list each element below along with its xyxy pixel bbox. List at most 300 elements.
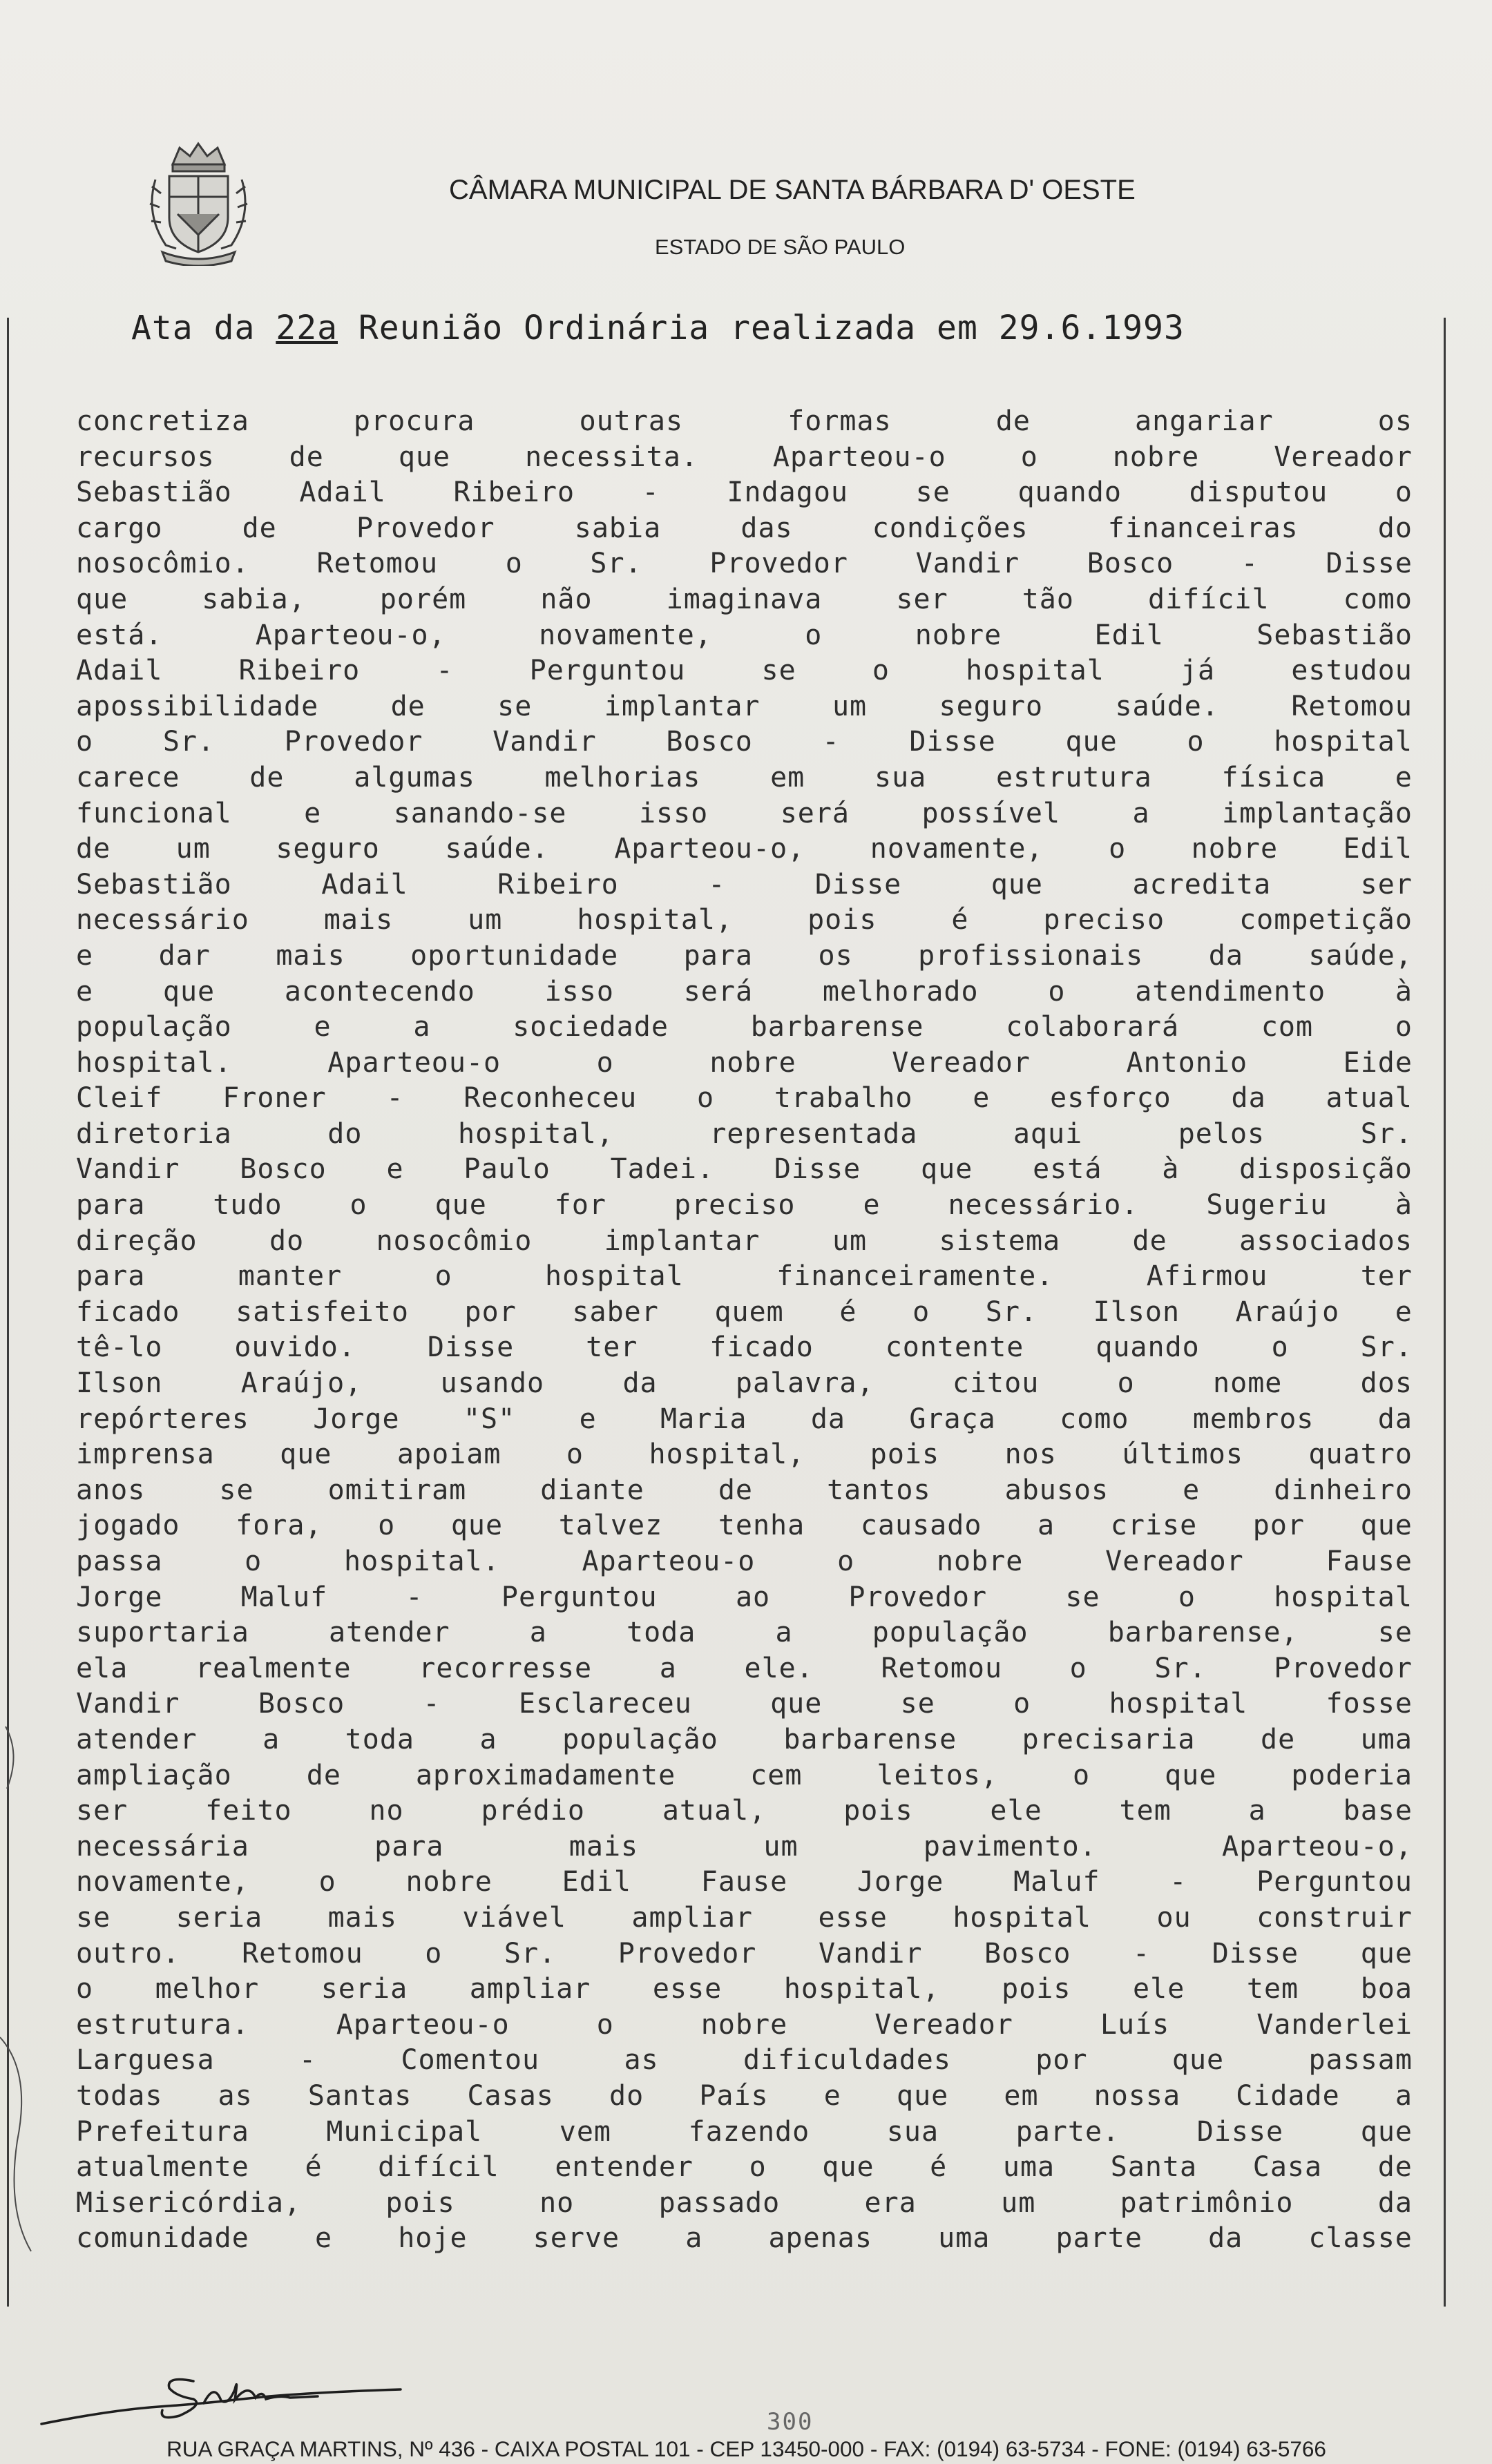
word: de — [1261, 1723, 1296, 1755]
word: à — [1395, 975, 1413, 1008]
word: Sr. — [985, 1296, 1038, 1328]
word: Fause — [700, 1866, 788, 1898]
text-line — [76, 867, 1413, 903]
word: que — [1360, 1510, 1413, 1542]
word: funcional — [76, 797, 232, 829]
word: população — [562, 1723, 718, 1755]
word: Misericórdia, — [76, 2186, 302, 2219]
word: Bosco — [1087, 548, 1174, 580]
word: o — [749, 2151, 767, 2184]
word: da — [1208, 939, 1243, 972]
text-line — [76, 2221, 1413, 2257]
word: o — [1109, 833, 1127, 865]
word: Sugeriu — [1206, 1189, 1328, 1222]
word: da — [810, 1403, 845, 1435]
word: Edil — [1343, 833, 1413, 865]
text-line — [76, 903, 1413, 939]
word: quando — [1017, 477, 1122, 509]
text-line — [76, 511, 1413, 547]
word: nobre — [1112, 441, 1200, 473]
word: repórteres — [76, 1403, 249, 1435]
word: Vandir — [492, 726, 597, 758]
word: dar — [158, 939, 211, 972]
word: fora, — [236, 1510, 323, 1542]
word: tê-lo — [76, 1331, 163, 1364]
word: Vereador — [1274, 441, 1413, 473]
word: quando — [1096, 1331, 1200, 1364]
word: anos — [76, 1474, 146, 1506]
word: o — [805, 619, 823, 651]
word: seria — [175, 1901, 263, 1934]
word: Luís — [1100, 2008, 1170, 2041]
word: Sr. — [1360, 1117, 1413, 1150]
word: e — [1395, 1296, 1413, 1328]
word: se — [219, 1474, 254, 1506]
word: hospital — [953, 1901, 1091, 1934]
word: se — [497, 690, 533, 722]
word: classe — [1308, 2222, 1413, 2255]
word: hospital, — [783, 1973, 940, 2005]
state-name: ESTADO DE SÃO PAULO — [655, 235, 906, 259]
word: ser — [1360, 868, 1413, 901]
word: apossibilidade — [76, 690, 319, 722]
word: pois — [1002, 1973, 1071, 2005]
text-line — [76, 1188, 1413, 1224]
text-line — [76, 475, 1413, 511]
word: Ribeiro — [497, 868, 619, 901]
text-line — [76, 1651, 1413, 1687]
word: Cleif — [76, 1082, 163, 1115]
word: Fause — [1326, 1546, 1413, 1577]
word: e — [579, 1403, 597, 1435]
word: acredita — [1132, 868, 1272, 901]
institution-name: CÂMARA MUNICIPAL DE SANTA BÁRBARA D' OESTE — [449, 175, 1136, 205]
word: Bosco — [258, 1688, 345, 1720]
word: dos — [1360, 1367, 1413, 1400]
word: de — [289, 441, 324, 473]
word: sociedade — [513, 1011, 669, 1043]
word: será — [780, 797, 850, 829]
word: manter — [238, 1260, 343, 1293]
word: esforço — [1050, 1082, 1171, 1115]
word: - — [642, 477, 660, 509]
word: de — [1377, 2151, 1413, 2184]
word: todas — [76, 2079, 163, 2112]
word: Aparteou-o — [336, 2008, 510, 2041]
word: Jorge — [313, 1403, 400, 1435]
word: ao — [735, 1581, 771, 1613]
word: o — [837, 1546, 855, 1577]
word: o — [425, 1937, 443, 1970]
word: ser — [896, 583, 948, 615]
word: que — [822, 2151, 874, 2184]
word: saúde. — [445, 833, 549, 865]
word: aproximadamente — [415, 1759, 676, 1791]
word: Provedor — [284, 726, 423, 758]
word: contente — [885, 1331, 1024, 1364]
word: Provedor — [1274, 1652, 1413, 1684]
word: estrutura. — [76, 2008, 249, 2041]
word: nobre — [915, 619, 1002, 651]
word: barbarense, — [1107, 1617, 1299, 1649]
text-line — [76, 1900, 1413, 1936]
word: construir — [1256, 1901, 1413, 1934]
word: preciso — [673, 1189, 796, 1222]
word: o — [434, 1260, 452, 1293]
word: que — [450, 1510, 504, 1542]
word: que — [280, 1438, 332, 1471]
text-line — [76, 1437, 1413, 1473]
word: crise — [1110, 1510, 1198, 1542]
word: saúde. — [1115, 690, 1219, 722]
text-line — [76, 1152, 1413, 1188]
text-line — [76, 2079, 1413, 2115]
word: Esclareceu — [518, 1688, 692, 1720]
word: preciso — [1043, 904, 1165, 936]
word: Eide — [1343, 1046, 1413, 1079]
word: Vandir — [818, 1937, 923, 1970]
word: Maluf — [240, 1581, 328, 1613]
word: o — [350, 1189, 367, 1222]
word: - — [299, 2044, 317, 2077]
word: ficado — [709, 1331, 814, 1364]
word: últimos — [1122, 1438, 1243, 1471]
word: jogado — [76, 1510, 180, 1542]
word: imprensa — [76, 1438, 215, 1471]
word: do — [269, 1224, 305, 1257]
word: associados — [1239, 1224, 1413, 1257]
word: Vandir — [76, 1153, 180, 1186]
word: nossa — [1093, 2079, 1181, 2112]
word: e — [304, 797, 322, 829]
word: tudo — [213, 1189, 283, 1222]
word: trabalho — [774, 1082, 913, 1115]
word: Vandir — [76, 1688, 180, 1720]
word: formas — [787, 405, 892, 437]
word: talvez — [558, 1510, 663, 1542]
text-line — [76, 546, 1413, 582]
text-line — [76, 582, 1413, 618]
word: Indagou — [727, 477, 848, 509]
word: a — [479, 1723, 497, 1755]
word: ele — [990, 1795, 1042, 1827]
word: já — [1180, 655, 1216, 687]
word: que — [434, 1189, 487, 1222]
word: oportunidade — [410, 939, 619, 972]
word: os — [818, 939, 853, 972]
text-line — [76, 1508, 1413, 1544]
word: carece — [76, 761, 180, 793]
word: Provedor — [618, 1937, 757, 1970]
word: ele. — [744, 1652, 814, 1684]
word: poderia — [1291, 1759, 1413, 1791]
word: Sr. — [590, 548, 642, 580]
word: em — [770, 761, 805, 793]
word: fosse — [1326, 1688, 1413, 1720]
word: o — [1048, 975, 1066, 1008]
word: o — [76, 1973, 94, 2005]
word: nobre — [709, 1046, 796, 1079]
word: comunidade — [76, 2222, 249, 2255]
word: Provedor — [356, 512, 495, 544]
word: e — [76, 975, 94, 1008]
text-line — [76, 1758, 1413, 1794]
word: população — [872, 1617, 1029, 1649]
word: dificuldades — [743, 2044, 951, 2077]
word: hospital — [1274, 726, 1413, 758]
text-line — [76, 2186, 1413, 2222]
word: o — [872, 655, 890, 687]
text-line — [76, 939, 1413, 974]
word: a — [775, 1617, 793, 1649]
word: feito — [205, 1795, 292, 1827]
word: o — [566, 1438, 584, 1471]
word: outro. — [76, 1937, 180, 1970]
word: tão — [1022, 583, 1074, 615]
word: aqui — [1013, 1117, 1083, 1150]
word: mais — [323, 904, 394, 936]
word: ouvido. — [234, 1331, 356, 1364]
text-line — [76, 2150, 1413, 2186]
word: Sr. — [504, 1937, 557, 1970]
word: Perguntou — [1256, 1866, 1413, 1898]
word: será — [683, 975, 754, 1008]
word: melhorado — [822, 975, 979, 1008]
word: as — [218, 2079, 253, 2112]
word: sabia, — [202, 583, 306, 615]
word: e — [863, 1189, 881, 1222]
text-line — [76, 1366, 1413, 1402]
word: cargo — [76, 512, 163, 544]
word: e — [1183, 1474, 1201, 1506]
word: País — [699, 2079, 769, 2112]
word: um — [832, 1224, 868, 1257]
text-line — [76, 760, 1413, 796]
word: ampliação — [76, 1759, 232, 1791]
word: Bosco — [666, 726, 753, 758]
word: abusos — [1004, 1474, 1109, 1506]
text-line — [76, 974, 1413, 1010]
word: Santa — [1110, 2151, 1198, 2184]
word: melhorias — [544, 761, 701, 793]
word: a — [262, 1723, 280, 1755]
word: os — [1377, 405, 1413, 437]
text-line — [76, 404, 1413, 440]
word: atender — [329, 1617, 450, 1649]
word: recursos — [76, 441, 215, 473]
word: hospital, — [577, 904, 734, 936]
word: - — [1133, 1937, 1151, 1970]
word: física — [1221, 761, 1326, 793]
word: do — [609, 2079, 644, 2112]
word: que — [162, 975, 216, 1008]
word: Araújo, — [240, 1367, 363, 1400]
word: era — [864, 2186, 917, 2219]
word: Vereador — [1105, 1546, 1244, 1577]
word: tantos — [827, 1474, 931, 1506]
word: Casa — [1252, 2151, 1323, 2184]
text-line — [76, 1972, 1413, 2008]
word: Aparteou-o, — [1222, 1830, 1413, 1863]
word: algumas — [354, 761, 475, 793]
word: procura — [353, 405, 475, 437]
word: Antonio — [1126, 1046, 1248, 1079]
word: atual, — [662, 1795, 767, 1827]
word: se — [1065, 1581, 1100, 1613]
word: implantação — [1222, 797, 1413, 829]
word: o — [1187, 726, 1205, 758]
word: que — [1360, 1937, 1413, 1970]
word: a — [1132, 797, 1150, 829]
word: Adail — [299, 477, 386, 509]
word: suportaria — [76, 1617, 249, 1649]
word: hospital, — [649, 1438, 805, 1471]
word: pois — [385, 2186, 455, 2219]
word: Bosco — [240, 1153, 327, 1186]
word: Provedor — [848, 1581, 988, 1613]
word: Cidade — [1236, 2079, 1340, 2112]
text-line — [76, 689, 1413, 725]
word: leitos, — [877, 1759, 998, 1791]
text-line — [76, 1686, 1413, 1722]
word: prédio — [481, 1795, 585, 1827]
footer-address: RUA GRAÇA MARTINS, Nº 436 - CAIXA POSTAL 101 - CEP 13450-000 - FAX: (0194) 63-5734 - FONE: (0194) 63-5766 — [166, 2436, 1326, 2461]
word: não — [540, 583, 593, 615]
word: que — [770, 1688, 823, 1720]
word: Aparteou-o, — [614, 833, 805, 865]
word: da — [1377, 2186, 1413, 2219]
word: Adail — [321, 868, 408, 901]
word: Disse — [774, 1153, 861, 1186]
word: passa — [76, 1546, 163, 1577]
word: - — [708, 868, 726, 901]
word: de — [718, 1474, 754, 1506]
word: passam — [1308, 2044, 1413, 2077]
word: condições — [872, 512, 1029, 544]
word: para — [76, 1260, 146, 1293]
word: o — [1013, 1688, 1031, 1720]
word: nome — [1213, 1367, 1283, 1400]
word: disputou — [1189, 477, 1328, 509]
title-prefix: Ata da — [131, 309, 276, 347]
word: seguro — [276, 833, 380, 865]
text-line — [76, 1330, 1413, 1366]
word: a — [413, 1011, 431, 1043]
word: Disse — [427, 1331, 515, 1364]
word: serve — [533, 2222, 620, 2255]
word: Retomou — [242, 1937, 363, 1970]
word: à — [1395, 1189, 1413, 1222]
word: Paulo — [463, 1153, 551, 1186]
text-line — [76, 1829, 1413, 1865]
word: o — [1271, 1331, 1289, 1364]
word: mais — [568, 1830, 639, 1863]
word: Vanderlei — [1256, 2008, 1413, 2041]
word: é — [305, 2151, 323, 2184]
word: parte — [1055, 2222, 1142, 2255]
word: com — [1261, 1011, 1314, 1043]
word: Sr. — [162, 726, 216, 758]
word: competição — [1239, 904, 1413, 936]
word: de — [390, 690, 425, 722]
minutes-body-text — [76, 404, 1413, 2257]
word: Prefeitura — [76, 2115, 249, 2148]
word: no — [539, 2186, 575, 2219]
margin-scribble-icon — [0, 1726, 41, 2348]
word: se — [76, 1901, 111, 1934]
text-line — [76, 1936, 1413, 1972]
word: angariar — [1135, 405, 1274, 437]
word: da — [1208, 2222, 1243, 2255]
word: se — [1377, 1617, 1413, 1649]
word: - — [822, 726, 840, 758]
word: para — [374, 1830, 444, 1863]
word: Sebastião — [76, 868, 232, 901]
word: fazendo — [688, 2115, 810, 2148]
word: saúde, — [1308, 939, 1413, 972]
word: passado — [658, 2186, 781, 2219]
word: sistema — [939, 1224, 1061, 1257]
text-line — [76, 618, 1413, 654]
text-line — [76, 1259, 1413, 1295]
word: estudou — [1291, 655, 1413, 687]
word: ficado — [76, 1296, 180, 1328]
word: patrimônio — [1120, 2186, 1294, 2219]
text-line — [76, 653, 1413, 689]
word: para — [76, 1189, 146, 1222]
word: Disse — [1212, 1937, 1299, 1970]
word: é — [839, 1296, 857, 1328]
word: necessário — [76, 904, 249, 936]
word: o — [1395, 477, 1413, 509]
word: Edil — [562, 1866, 631, 1898]
word: Disse — [1196, 2115, 1284, 2148]
word: - — [423, 1688, 441, 1720]
word: Sr. — [1360, 1331, 1413, 1364]
word: barbarense — [783, 1723, 957, 1755]
word: ampliar — [631, 1901, 753, 1934]
text-line — [76, 1865, 1413, 1900]
word: implantar — [604, 690, 761, 722]
word: "S" — [463, 1403, 516, 1435]
word: novamente, — [76, 1866, 249, 1898]
word: Municipal — [326, 2115, 483, 2148]
word: o — [1178, 1581, 1196, 1613]
word: a — [1248, 1795, 1266, 1827]
word: precisaria — [1022, 1723, 1196, 1755]
handwritten-signature-icon — [28, 2369, 414, 2431]
word: Edil — [1094, 619, 1164, 651]
word: citou — [952, 1367, 1040, 1400]
word: atual — [1326, 1082, 1413, 1115]
word: que — [896, 2079, 949, 2112]
word: diretoria — [76, 1117, 232, 1150]
word: que — [1165, 1759, 1217, 1791]
word: de — [249, 761, 285, 793]
word: isso — [544, 975, 614, 1008]
word: em — [1004, 2079, 1039, 2112]
word: seria — [321, 1973, 408, 2005]
word: sua — [886, 2115, 939, 2148]
word: novamente, — [539, 619, 712, 651]
word: Reconheceu — [463, 1082, 638, 1115]
word: causado — [860, 1510, 982, 1542]
text-line — [76, 1615, 1413, 1651]
word: Jorge — [76, 1581, 163, 1613]
word: ou — [1156, 1901, 1192, 1934]
word: atender — [76, 1723, 198, 1755]
word: um — [832, 690, 868, 722]
